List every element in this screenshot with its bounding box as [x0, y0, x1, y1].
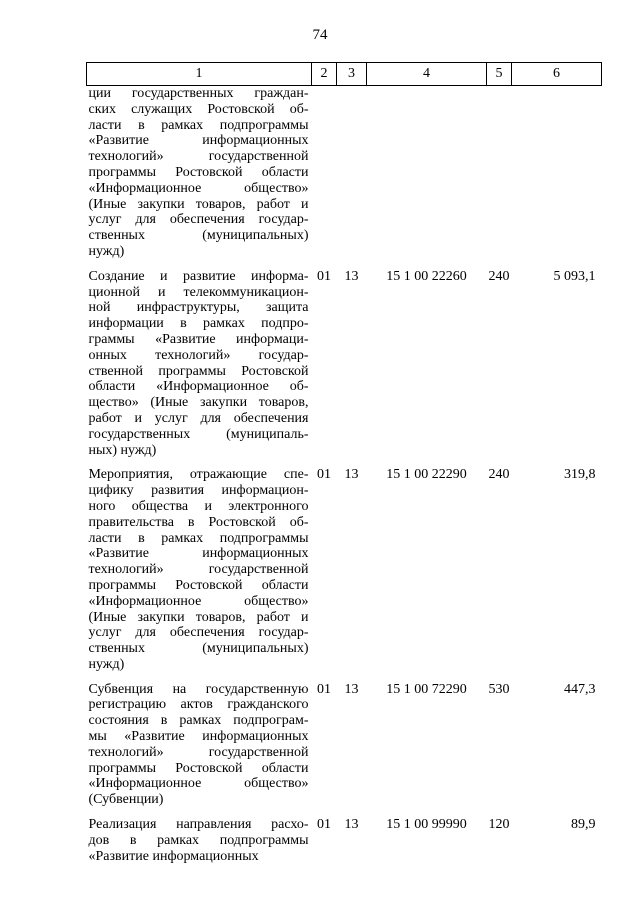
row-name-line: программы Ростовской области: [88, 164, 309, 180]
row-name-line: ственной программы Ростовской: [88, 363, 309, 379]
row-name-line: программы Ростовской области: [88, 577, 309, 593]
row-target-article-cell: 15 1 00 72290: [386, 681, 467, 697]
row-name-line: онных технологий» государ-: [88, 347, 309, 363]
row-subsection-cell: 13: [344, 817, 359, 833]
row-name-line: ционной и телекоммуникацион-: [88, 284, 309, 300]
row-name-line: нужд): [88, 243, 125, 259]
row-name-line: работ и услуг для обеспечения: [88, 410, 309, 426]
row-name-line: щество» (Иные закупки товаров,: [88, 395, 309, 411]
row-name-line: технологий» государственной: [88, 744, 309, 760]
table-row: [87, 467, 602, 681]
row-name-line: программы Ростовской области: [88, 760, 309, 776]
row-name-line: «Развитие информационных: [88, 848, 259, 864]
row-name-line: ного общества и электронного: [88, 498, 309, 514]
row-name-cell: [87, 467, 312, 681]
row-name-line: «Информационное общество»: [88, 180, 309, 196]
row-subsection-cell: 13: [344, 467, 359, 483]
row-section-cell: 01: [317, 268, 331, 284]
row-name-line: ских служащих Ростовской об-: [88, 101, 309, 117]
row-name-line: Мероприятия, отражающие спе-: [88, 467, 309, 483]
row-name-line: «Развитие информационных: [88, 133, 309, 149]
row-name-line: ласти в рамках подпрограммы: [88, 117, 309, 133]
row-name-line: ственных (муниципальных): [88, 641, 309, 657]
row-section-cell: 01: [317, 467, 331, 483]
row-target-article-cell: 15 1 00 99990: [386, 817, 467, 833]
row-name-cell: [87, 817, 312, 873]
table-body: [87, 86, 602, 874]
row-name-line: технологий» государственной: [88, 149, 309, 165]
row-name-line: ной инфраструктуры, защита: [88, 300, 309, 316]
row-subsection-cell: 13: [344, 681, 359, 697]
row-name-line: ственных (муниципальных): [88, 228, 309, 244]
row-name-line: Реализация направления расхо-: [88, 817, 309, 833]
row-name-line: граммы «Развитие информаци-: [88, 331, 309, 347]
row-target-article-cell: 15 1 00 22290: [386, 467, 467, 483]
table-row: [87, 269, 602, 468]
page-number: 74: [312, 27, 328, 43]
row-name-line: государственных (муниципаль-: [88, 426, 309, 442]
table-row: [87, 86, 602, 269]
header-col-6: 6: [512, 63, 602, 86]
row-name-cell: [87, 86, 312, 269]
table-row: [87, 817, 602, 873]
row-name-line: Субвенция на государственную: [88, 681, 309, 697]
row-name-line: услуг для обеспечения государ-: [88, 212, 309, 228]
row-expense-type-cell: [487, 86, 512, 269]
row-expense-type-cell: 120: [488, 817, 510, 833]
row-amount-cell: [512, 86, 602, 269]
row-name-line: технологий» государственной: [88, 562, 309, 578]
row-name-line: регистрацию актов гражданского: [88, 697, 309, 713]
row-section-cell: [312, 86, 337, 269]
table-row: [87, 682, 602, 817]
row-target-article-cell: 15 1 00 22260: [386, 268, 467, 284]
budget-table: [86, 62, 602, 873]
row-name-line: состояния в рамках подпрограм-: [88, 713, 309, 729]
row-name-line: (Иные закупки товаров, работ и: [88, 196, 309, 212]
row-expense-type-cell: 240: [488, 467, 510, 483]
row-name-cell: [87, 682, 312, 817]
row-section-cell: 01: [317, 681, 331, 697]
header-col-3: 3: [337, 63, 367, 86]
row-amount-cell: 89,9: [571, 817, 596, 833]
row-amount-cell: 319,8: [564, 467, 596, 483]
row-name-line: правительства в Ростовской об-: [88, 514, 309, 530]
header-col-1: 1: [87, 63, 312, 86]
row-name-line: цифику развития информацион-: [88, 483, 309, 499]
row-name-line: ласти в рамках подпрограммы: [88, 530, 309, 546]
header-col-4: 4: [367, 63, 487, 86]
row-name-line: (Иные закупки товаров, работ и: [88, 609, 309, 625]
header-col-2: 2: [312, 63, 337, 86]
header-col-5: 5: [487, 63, 512, 86]
row-name-line: (Субвенции): [88, 792, 164, 808]
row-name-line: «Информационное общество»: [88, 593, 309, 609]
row-amount-cell: 447,3: [564, 681, 596, 697]
table-header-row: [87, 63, 602, 86]
row-name-line: дов в рамках подпрограммы: [88, 832, 309, 848]
row-amount-cell: 5 093,1: [553, 268, 596, 284]
row-name-line: услуг для обеспечения государ-: [88, 625, 309, 641]
row-name-line: ции государственных граждан-: [88, 86, 309, 101]
row-expense-type-cell: 240: [488, 268, 510, 284]
row-subsection-cell: [337, 86, 367, 269]
row-name-line: «Развитие информационных: [88, 546, 309, 562]
row-section-cell: 01: [317, 817, 331, 833]
row-name-line: нужд): [88, 656, 125, 672]
row-name-line: Создание и развитие информа-: [88, 268, 309, 284]
row-name-cell: [87, 269, 312, 468]
row-name-line: «Информационное общество»: [88, 776, 309, 792]
row-name-line: области «Информационное об-: [88, 379, 309, 395]
row-name-line: информации в рамках подпро-: [88, 316, 309, 332]
row-target-article-cell: [367, 86, 487, 269]
row-name-line: мы «Развитие информационных: [88, 729, 309, 745]
row-expense-type-cell: 530: [488, 681, 510, 697]
row-name-line: ных) нужд): [88, 442, 157, 458]
row-subsection-cell: 13: [344, 268, 359, 284]
